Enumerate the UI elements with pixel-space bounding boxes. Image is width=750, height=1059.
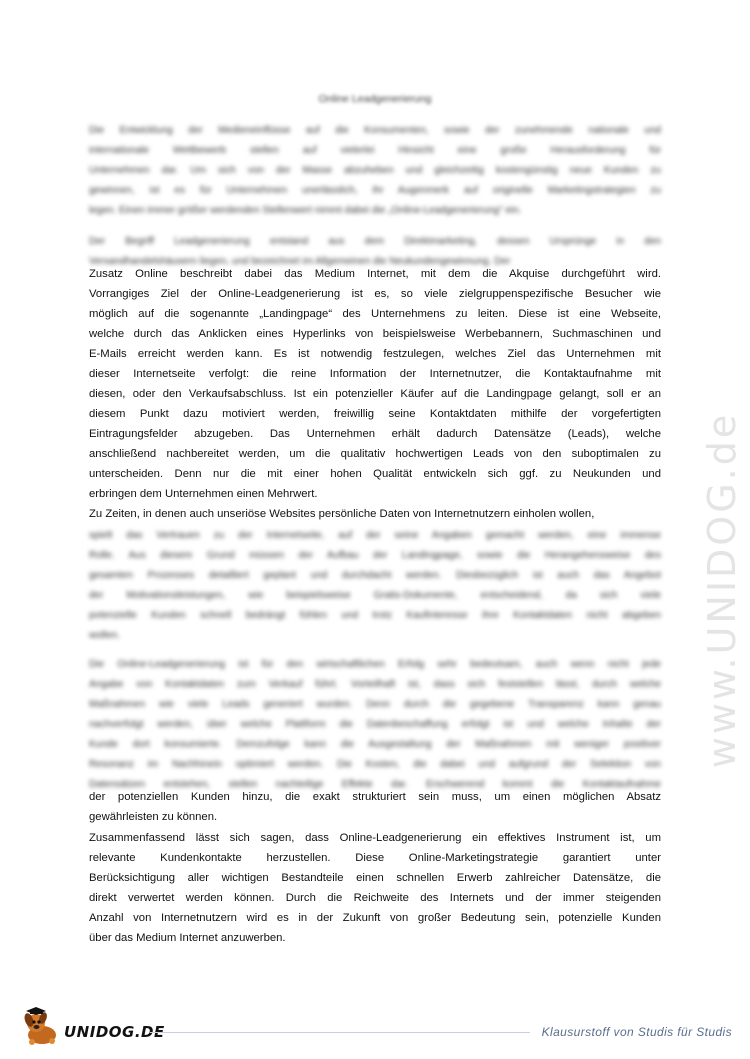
text-line: unterscheiden. Denn nur die mit einer hohen Qualität entwickeln sich ggf. zu Neukunden und	[89, 468, 661, 480]
text-line: Vorrangiges Ziel der Online-Leadgenerierung ist es, so viele zielgruppenspezifische Besucher wie	[89, 288, 661, 300]
paragraph-3-blurred	[89, 526, 661, 646]
text-line: Versandhandelshäusern liegen, und bezeichnet im Allgemeinen die Neukundengewinnung. Der	[89, 256, 511, 267]
paragraph-4-blurred	[89, 655, 661, 795]
text-line: Kunde dort konsumierte. Demzufolge kann die Ausgestaltung der Maßnahmen mit weniger positiver	[89, 739, 661, 750]
text-line: Datensätzen entstehen, stellen nachteilige Effekte dar. Erschwerend kommt die Kontaktaufnahme	[89, 779, 661, 790]
text-line: Anzahl von Internetnutzern wird es in der Zukunft von großer Bedeutung sein, potenzielle Kunden	[89, 912, 661, 924]
text-line: Der Begriff Leadgenerierung entstand aus dem Direktmarketing, dessen Ursprünge in den	[89, 236, 661, 247]
dog-mascot-icon	[22, 1007, 66, 1047]
text-line: direkt verwertet werden können. Durch die Reichweite des Internets und der immer steigenden	[89, 892, 661, 904]
text-line: Eintragungsfelder abzugeben. Das Unternehmen erhält dadurch Datensätze (Leads), welche	[89, 428, 661, 440]
document-title: Online Leadgenerierung	[318, 93, 432, 105]
text-line: E-Mails erreicht werden kann. Es ist notwendig festzulegen, welches Ziel das Unternehmen mit	[89, 348, 661, 360]
text-line: über das Medium Internet anzuwerben.	[89, 932, 286, 944]
text-line: diesen, oder den Verkaufsabschluss. Ist ein potenzieller Käufer auf die Landingpage gelangt, soll er an	[89, 388, 661, 400]
text-line: der potenziellen Kunden hinzu, die exakt strukturiert sein muss, um einen möglichen Absatz	[89, 791, 661, 803]
text-line: Zusammenfassend lässt sich sagen, dass Online-Leadgenerierung ein effektives Instrument ist, um	[89, 832, 661, 844]
text-line: Berücksichtigung aller wichtigen Bestandteile einen schnellen Erwerb zahlreicher Datensätze, die	[89, 872, 661, 884]
watermark-text: www.UNIDOG.de	[700, 411, 745, 769]
text-line: erbringen dem Unternehmen einen Mehrwert.	[89, 488, 318, 500]
text-line: welche durch das Anklicken eines Hyperlinks von beispielsweise Werbebannern, Suchmaschinen und	[89, 328, 661, 340]
text-line: relevante Kundenkontakte herzustellen. Diese Online-Marketingstrategie garantiert unter	[89, 852, 661, 864]
footer-divider	[150, 1032, 530, 1033]
text-line: spielt das Vertrauen zu der Internetseite, auf der seine Angaben gemacht werden, eine immense	[89, 530, 661, 541]
watermark	[700, 411, 745, 769]
paragraph-4-visible	[89, 787, 661, 827]
text-line: Die Online-Leadgenerierung ist für den wirtschaftlichen Erfolg sehr bedeutsam, auch wenn nicht jede	[89, 659, 661, 670]
text-line: Die Entwicklung der Medieneinflüsse auf die Konsumenten, sowie der zunehmende nationale und	[89, 125, 661, 136]
text-line: nachverfolgt werden, über welche Plattform die Datenbeschaffung erfolgt ist und welche Inhalte der	[89, 719, 661, 730]
text-line: Rolle. Aus diesem Grund müssen der Aufbau der Landingpage, sowie die Herangehensweise des	[89, 550, 661, 561]
text-line: Zusatz Online beschreibt dabei das Medium Internet, mit dem die Akquise durchgeführt wird.	[89, 268, 661, 280]
paragraph-5-visible	[89, 828, 661, 948]
text-line: Unternehmen dar. Um sich von der Masse abzuheben und gleichzeitig kostengünstig neue Kunden zu	[89, 165, 661, 176]
text-line: internationale Wettbewerb stellen auf vielerlei Hinsicht eine große Herausforderung für	[89, 145, 661, 156]
footer-tagline: Klausurstoff von Studis für Studis	[541, 1025, 732, 1039]
text-line: dieser Internetseite verfolgt: die reine Information der Internetnutzer, die Kontaktaufnahme mit	[89, 368, 661, 380]
text-line: der Motivationsleistungen, wie beispielsweise Gratis-Dokumente, entscheidend, da sich viele	[89, 590, 661, 601]
paragraph-1-blurred	[89, 121, 661, 221]
text-line: wollen.	[89, 630, 121, 641]
unidog-logo[interactable]	[22, 1007, 165, 1047]
text-line: anschließend nachbereitet werden, um die qualitativ hochwertigen Leads von den suboptimalen zu	[89, 448, 661, 460]
text-line: gesamten Prozesses detailliert geplant und durchdacht werden. Diesbezüglich ist auch das Angebot	[89, 570, 661, 581]
text-line: Resonanz im Nachhinein optimiert werden. Die Kosten, die dabei und aufgrund der Selektion von	[89, 759, 661, 770]
text-line: Maßnahmen wie viele Leads generiert wurden. Denn durch die gegebene Transparenz kann genau	[89, 699, 661, 710]
text-line: möglich auf die sogenannte „Landingpage“ des Unternehmens zu leiten. Diese ist eine Webseite,	[89, 308, 661, 320]
text-line: gewinnen, ist es für Unternehmen unerlässlich, ihr Augenmerk auf originelle Marketingstrategien zu	[89, 185, 661, 196]
text-line: Zu Zeiten, in denen auch unseriöse Websites persönliche Daten von Internetnutzern einholen wollen,	[89, 508, 595, 520]
text-line: diesem Punkt dazu motiviert werden, freiwillig seine Kontaktdaten mithilfe der vorgefertigten	[89, 408, 661, 420]
text-line: Angabe von Kontaktdaten zum Verkauf führt. Vorteilhaft ist, dass sich feststellen lässt, durch welche	[89, 679, 661, 690]
text-line: potenzielle Kunden schnell bedrängt fühlen und trotz Kaufinteresse ihre Kontaktdaten nicht abgeben	[89, 610, 661, 621]
paragraph-3-visible	[89, 504, 661, 524]
logo-text: UNIDOG.DE	[64, 1023, 165, 1041]
paragraph-2-visible	[89, 264, 661, 504]
text-line: gewährleisten zu können.	[89, 811, 218, 823]
text-line: legen. Einen immer größer werdenden Stellenwert nimmt dabei die „Online-Leadgenerierung“ ein.	[89, 205, 522, 216]
